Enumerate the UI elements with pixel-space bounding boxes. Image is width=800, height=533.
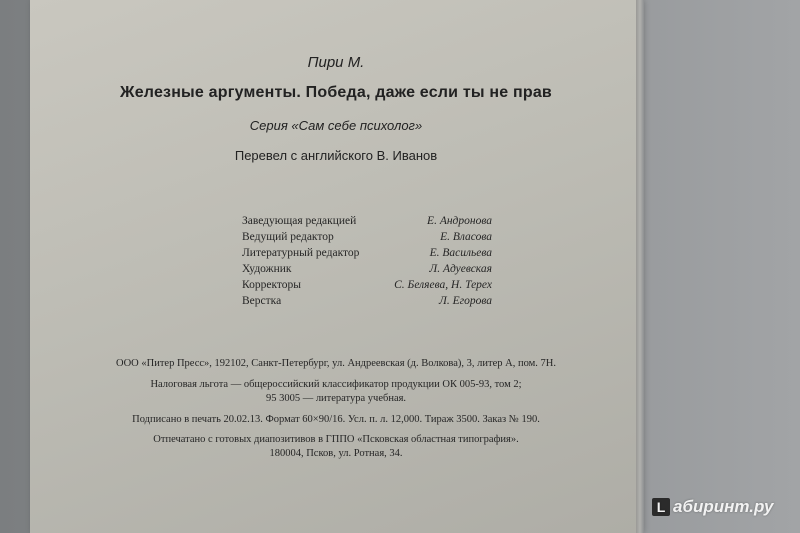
credit-name: Е. Васильева [429,247,492,259]
credit-role: Верстка [242,295,282,307]
credit-row [242,245,492,261]
labirint-watermark [652,497,773,517]
credit-role: Литературный редактор [242,247,360,259]
watermark-text: абиринт.ру [673,497,774,516]
credit-row [242,229,492,245]
credit-role: Художник [242,263,292,275]
imprint-printer-line-1: Отпечатано с готовых диапозитивов в ГППО «Псковская областная типография». [153,434,519,445]
book-author: Пири М. [307,54,365,71]
credits-list [242,213,492,309]
credit-role: Корректоры [242,279,301,291]
book-title: Железные аргументы. Победа, даже если ты не прав [120,84,552,101]
imprint-tax-line-2: 95 3005 — литература учебная. [265,393,407,404]
imprint-tax-line-1: Налоговая льгота — общероссийский классификатор продукции ОК 005-93, том 2; [150,379,522,390]
imprint-print-info: Подписано в печать 20.02.13. Формат 60×90/16. Усл. п. л. 12,000. Тираж 3500. Заказ № 190. [132,414,540,425]
credit-row [242,261,492,277]
book-series: Серия «Сам себе психолог» [249,118,423,133]
credit-row [242,277,492,293]
credit-name: С. Беляева, Н. Терех [394,279,492,291]
imprint-printer-line-2: 180004, Псков, ул. Ротная, 34. [269,448,403,459]
labirint-logo-icon: L [652,498,670,516]
credit-role: Ведущий редактор [242,231,334,243]
credit-name: Е. Андронова [427,215,492,227]
imprint-publisher: ООО «Питер Пресс», 192102, Санкт-Петербург, ул. Андреевская (д. Волкова), 3, литер А, пом. 7Н. [116,358,556,369]
credit-role: Заведующая редакцией [242,215,357,227]
credit-row [242,293,492,309]
translator-line: Перевел с английского В. Иванов [234,148,438,163]
credit-name: Е. Власова [440,231,492,243]
credit-row [242,213,492,229]
credit-name: Л. Адуевская [429,263,492,275]
credit-name: Л. Егорова [439,295,492,307]
